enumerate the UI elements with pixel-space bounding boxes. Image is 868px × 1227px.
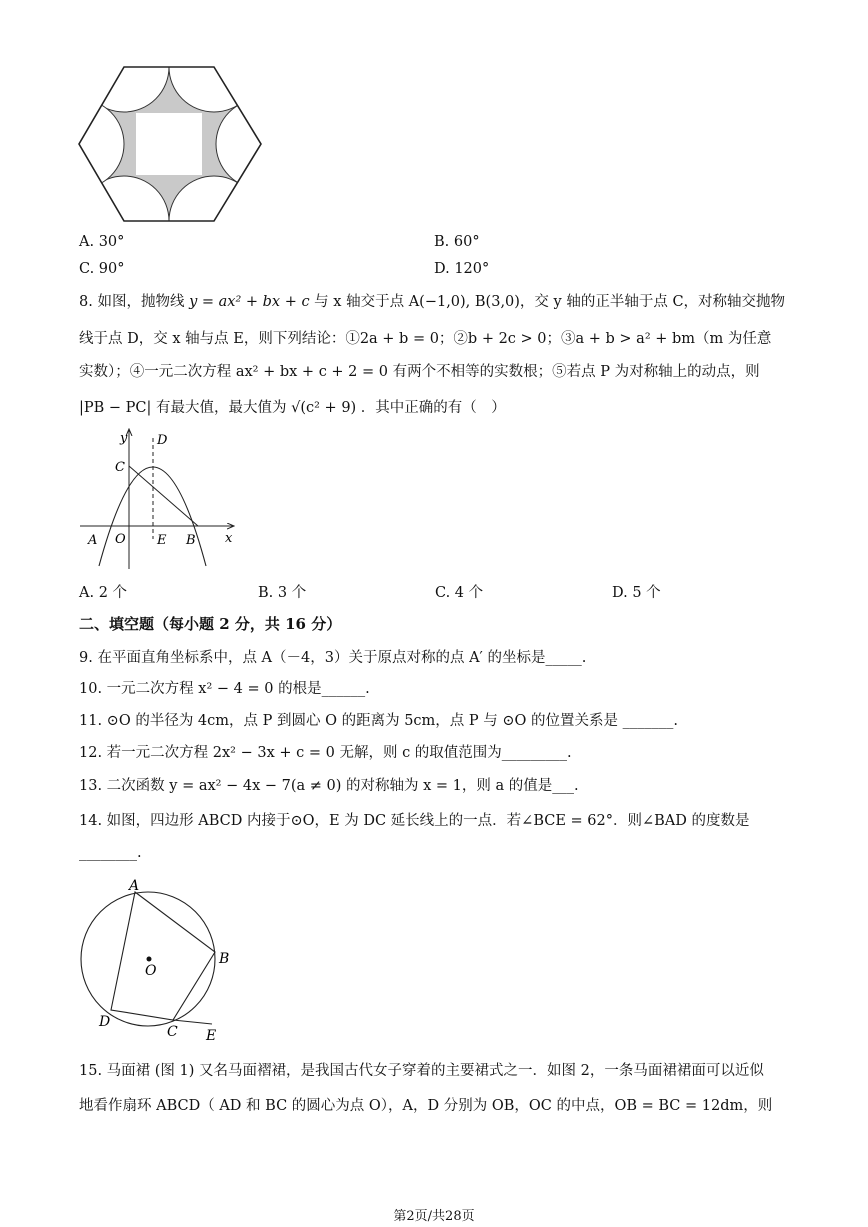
question-15-line2: 地看作扇环 ABCD（ AD 和 BC 的圆心为点 O），A，D 分别为 OB，OC 的中点，OB = BC = 12dm，则 (79, 1098, 773, 1114)
label-a: A (88, 533, 98, 548)
q8-equation: y = ax² + bx + c (189, 294, 310, 310)
segment-cb (129, 466, 198, 526)
center-dot (147, 957, 152, 962)
label-b: B (219, 951, 230, 967)
option-b: B. 60° (434, 234, 480, 250)
question-14-line2: ________. (79, 845, 142, 861)
question-14-line1: 14. 如图，四边形 ABCD 内接于⊙O，E 为 DC 延长线上的一点．若∠BCE = 62°．则∠BAD 的度数是 (79, 813, 750, 829)
q8-line4: |PB − PC| 有最大值，最大值为 √(c² + 9) ．其中正确的有（ ） (79, 400, 506, 416)
q8-text-b: 与 x 轴交于点 A(−1,0), B(3,0)，交 y 轴的正半轴于点 C，对称轴交抛物 (309, 294, 786, 310)
parabola-graph (78, 426, 243, 574)
option-c: C. 90° (79, 261, 125, 277)
label-d: D (99, 1014, 111, 1030)
label-e: E (206, 1028, 217, 1044)
q8-line3: 实数）；④一元二次方程 ax² + bx + c + 2 = 0 有两个不相等的实数根；⑤若点 P 为对称轴上的动点，则 (79, 364, 760, 380)
quadrilateral-abcd (111, 892, 215, 1020)
q8-option-d: D. 5 个 (612, 585, 661, 601)
q8-option-b: B. 3 个 (258, 585, 307, 601)
question-11: 11. ⊙O 的半径为 4cm，点 P 到圆心 O 的距离为 5cm，点 P 与 ⊙O 的位置关系是 _______. (79, 713, 679, 729)
hexagon-arc-figure (76, 63, 266, 225)
q8-option-a: A. 2 个 (79, 585, 128, 601)
label-o: O (115, 532, 126, 547)
inscribed-quadrilateral-figure (78, 872, 248, 1047)
question-13: 13. 二次函数 y = ax² − 4x − 7(a ≠ 0) 的对称轴为 x = 1，则 a 的值是___. (79, 778, 579, 794)
label-e: E (157, 533, 167, 548)
label-a: A (129, 878, 140, 894)
segment-ce (173, 1020, 212, 1024)
label-o: O (145, 963, 157, 979)
label-d: D (157, 433, 168, 448)
label-b: B (186, 533, 196, 548)
page-footer: 第2页/共28页 (393, 1209, 475, 1224)
label-y: y (120, 431, 128, 446)
option-d: D. 120° (434, 261, 490, 277)
option-a: A. 30° (79, 234, 125, 250)
label-x: x (225, 531, 233, 546)
q8-line2: 线于点 D，交 x 轴与点 E，则下列结论：①2a + b = 0；②b + 2c > 0；③a + b > a² + bm（m 为任意 (79, 331, 772, 347)
question-12: 12. 若一元二次方程 2x² − 3x + c = 0 无解，则 c 的取值范围为_________. (79, 745, 572, 761)
question-10: 10. 一元二次方程 x² − 4 = 0 的根是______. (79, 681, 370, 697)
label-c: C (115, 460, 125, 475)
q8-line1 (79, 292, 785, 312)
label-c: C (167, 1024, 178, 1040)
question-15-line1: 15. 马面裙 (图 1) 又名马面褶裙，是我国古代女子穿着的主要裙式之一．如图 2，一条马面裙裙面可以近似 (79, 1063, 764, 1079)
section-title: 二、填空题（每小题 2 分，共 16 分） (79, 615, 342, 633)
q8-text-a: 8. 如图，抛物线 (79, 294, 190, 310)
q8-option-c: C. 4 个 (435, 585, 484, 601)
question-9: 9. 在平面直角坐标系中，点 A（－4，3）关于原点对称的点 A′ 的坐标是_____. (79, 650, 587, 666)
